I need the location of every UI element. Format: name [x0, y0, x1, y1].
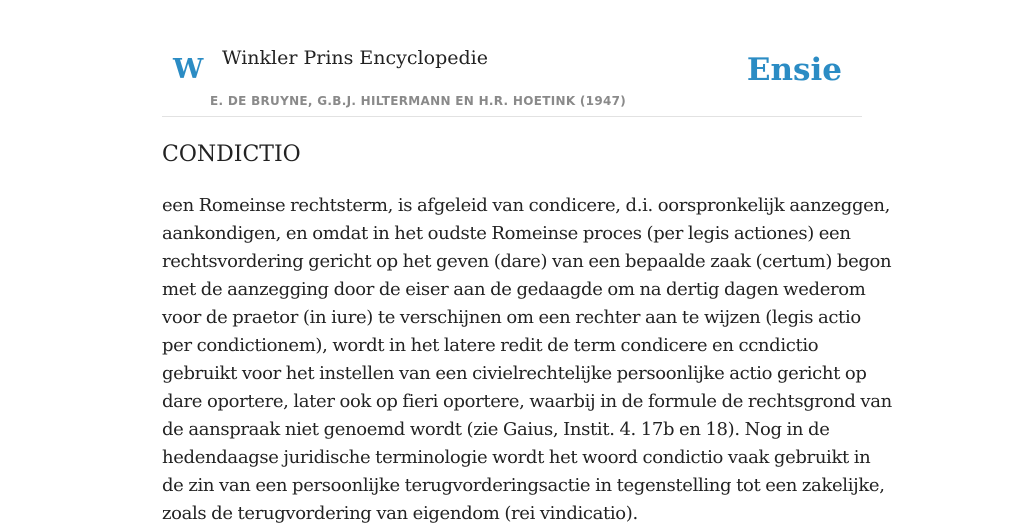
body-line: hedendaagse juridische terminologie wordt het woord condictio vaak gebruikt in: [162, 447, 871, 468]
body-line: zoals de terugvordering van eigendom (rei vindicatio).: [162, 503, 638, 524]
body-line: per condictionem), wordt in het latere redit de term condicere en ccndictio: [162, 335, 819, 356]
body-line: aankondigen, en omdat in het oudste Romeinse proces (per legis actiones) een: [162, 223, 851, 244]
source-authors: E. DE BRUYNE, G.B.J. HILTERMANN EN H.R. HOETINK (1947): [210, 94, 627, 108]
body-line: met de aanzegging door de eiser aan de gedaagde om na dertig dagen wederom: [162, 279, 866, 300]
body-line: voor de praetor (in iure) te verschijnen om een rechter aan te wijzen (legis actio: [162, 307, 861, 328]
winkler-prins-logo[interactable]: W: [173, 54, 204, 85]
body-line: rechtsvordering gericht op het geven (dare) van een bepaalde zaak (certum) begon: [162, 251, 892, 272]
entry-title: CONDICTIO: [162, 142, 301, 167]
body-line: de zin van een persoonlijke terugvorderingsactie in tegenstelling tot een zakelijke,: [162, 475, 885, 496]
header: [162, 0, 862, 117]
body-line: dare oportere, later ook op fieri oportere, waarbij in de formule de rechtsgrond van: [162, 391, 892, 412]
body-line: gebruikt voor het instellen van een civielrechtelijke persoonlijke actio gericht op: [162, 363, 867, 384]
body-line: een Romeinse rechtsterm, is afgeleid van condicere, d.i. oorspronkelijk aanzeggen,: [162, 195, 891, 216]
source-title[interactable]: Winkler Prins Encyclopedie: [222, 47, 488, 69]
ensie-brand-logo[interactable]: Ensie: [746, 52, 842, 88]
entry-body: [162, 192, 892, 528]
body-line: de aanspraak niet genoemd wordt (zie Gaius, Instit. 4. 17b en 18). Nog in de: [162, 419, 830, 440]
